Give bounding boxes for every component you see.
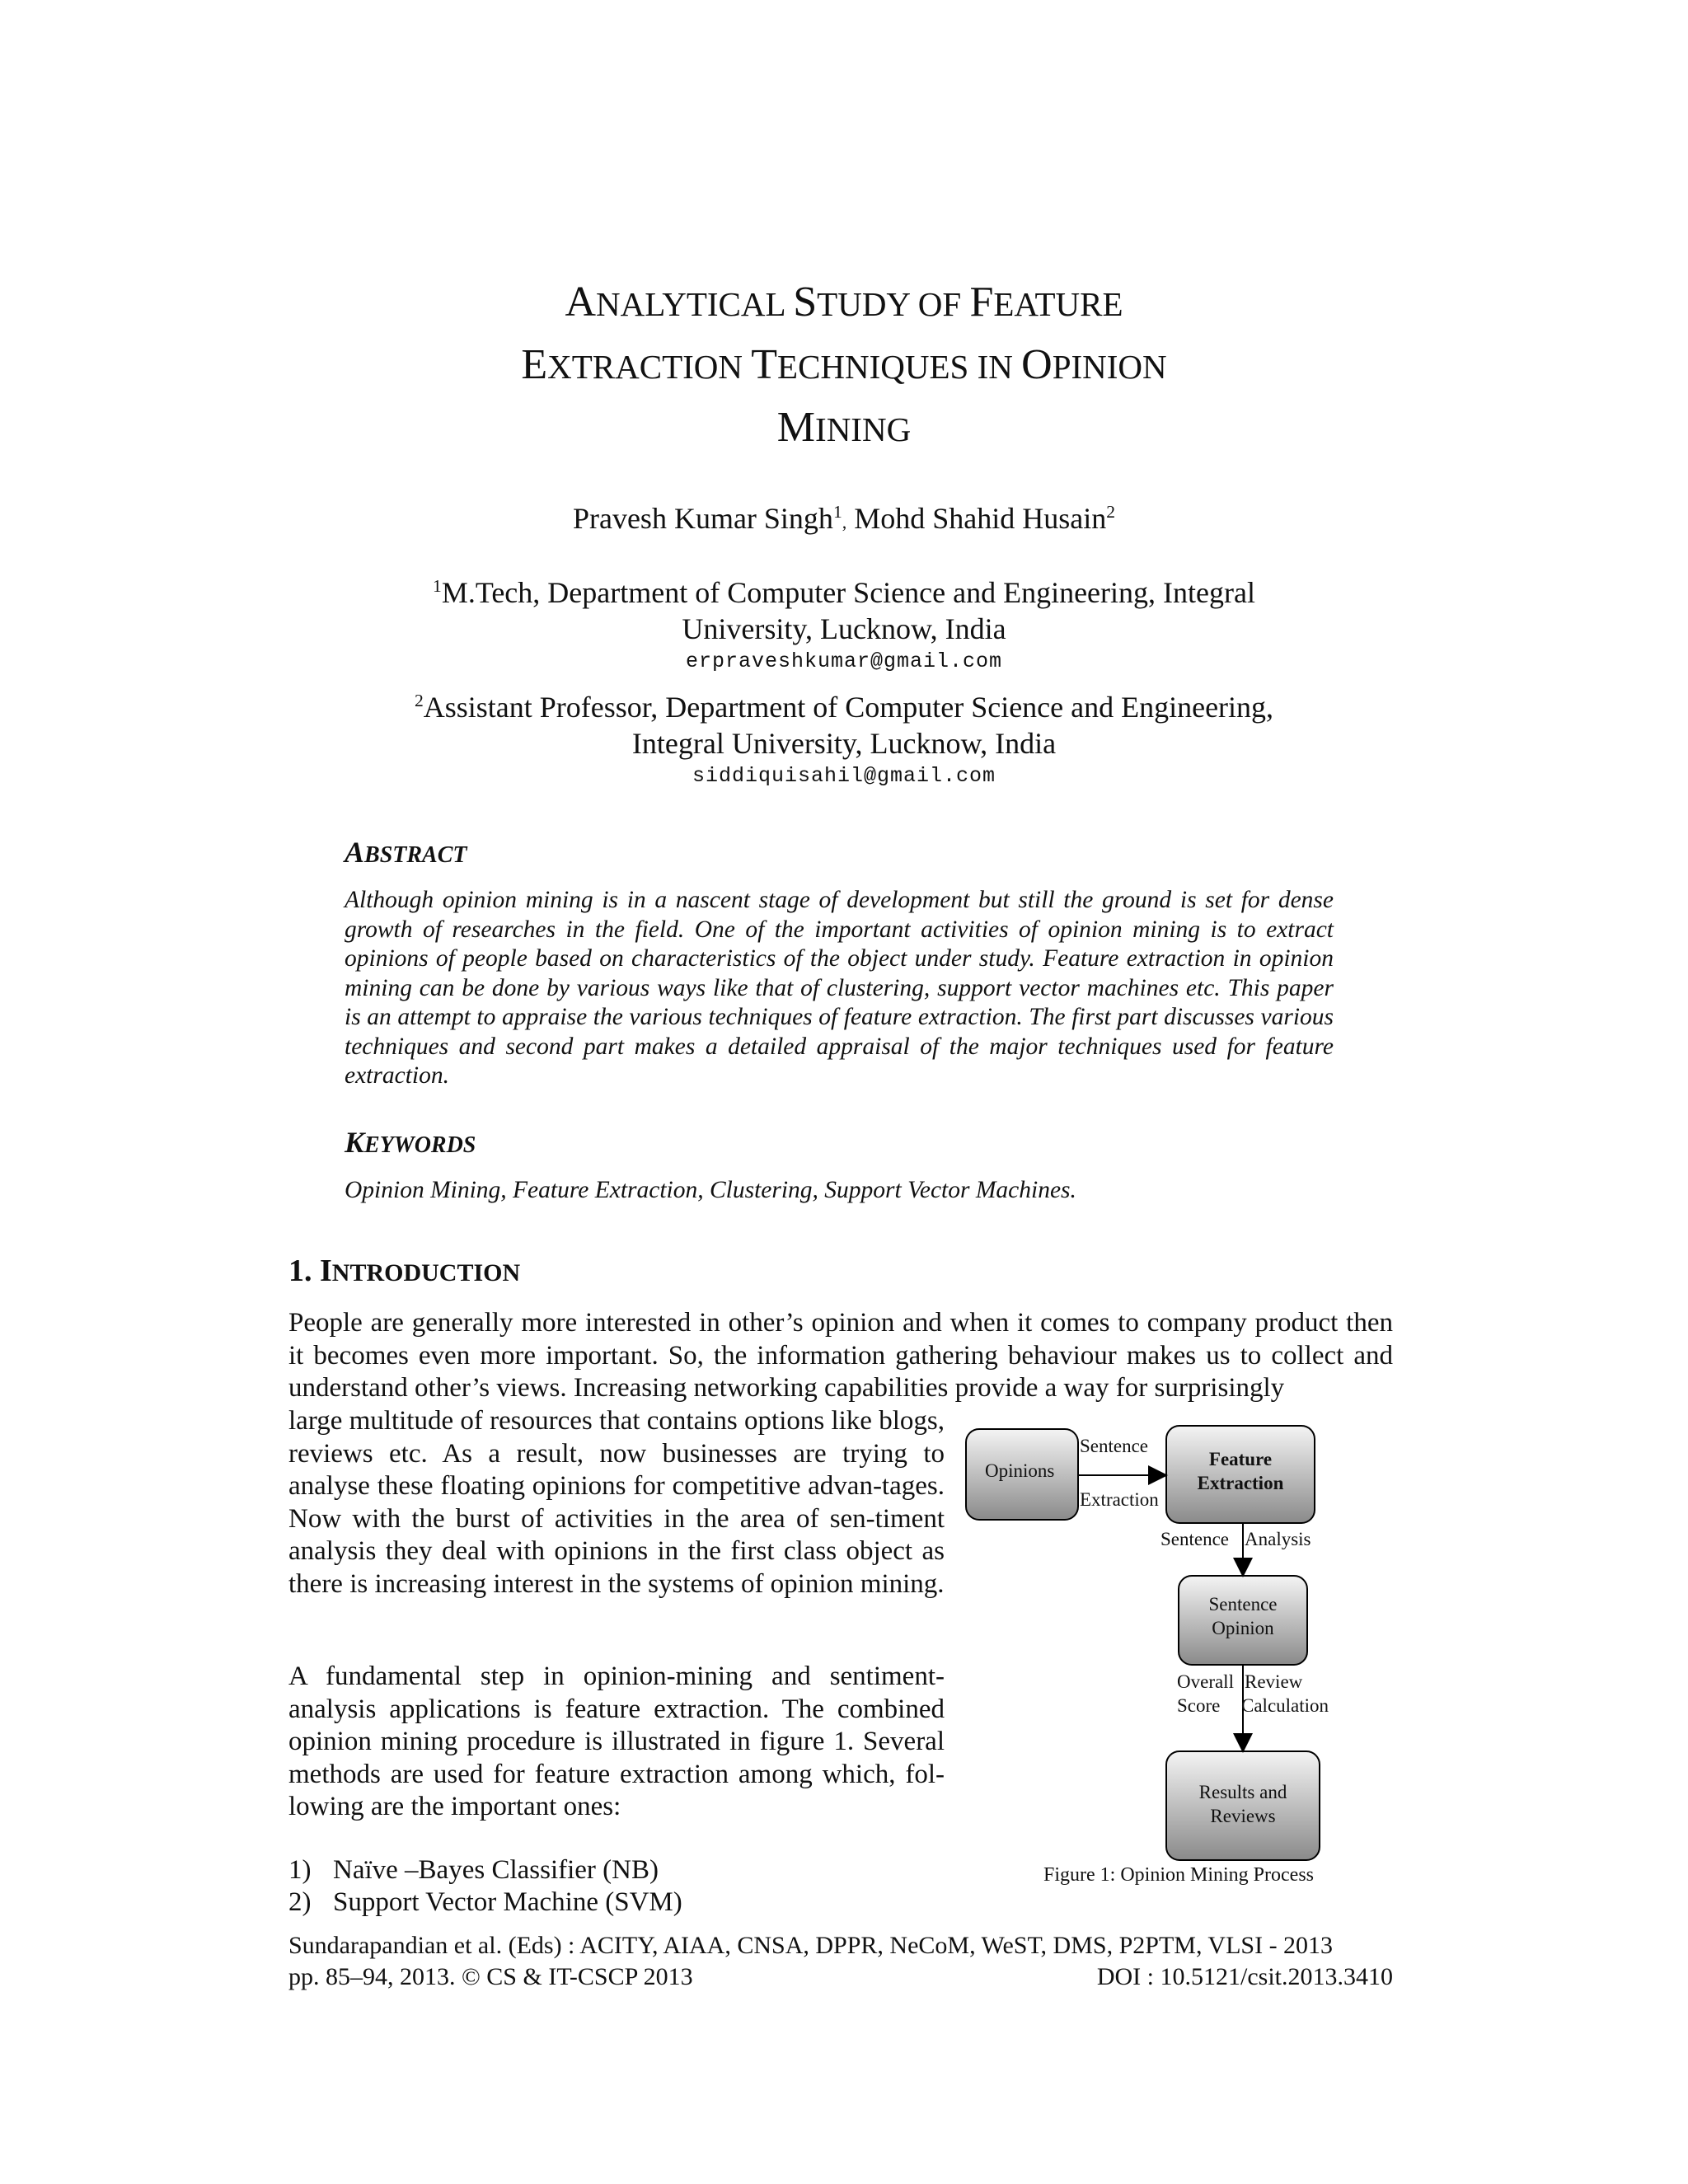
author-2: Mohd Shahid Husain [846,502,1107,535]
box-opinions-label: Opinions [985,1460,1055,1481]
title-line-2: EXTRACTION TECHNIQUES IN OPINION [521,341,1167,388]
abstract-text: Although opinion mining is in a nascent stage of development but still the ground is set for dense growth of researches in the field. One of the important activities of opinion mining is to extract opinions of people based on characteristics of the object under study. Feature extraction in opinion mining can be done by various ways like that of clustering, support vector machines etc. This paper is an attempt to appraise the various techniques of feature extraction. The first part discusses various techniques and second part makes a detailed appraisal of the major techniques used for feature extraction. [345,887,1334,1089]
figure-caption: Figure 1: Opinion Mining Process [1043,1864,1314,1886]
box-sentence-opinion-label: Sentence Opinion [1208,1594,1278,1638]
paper-title [247,272,1441,460]
keywords-text: Opinion Mining, Feature Extraction, Clustering, Support Vector Machines. [345,1177,1076,1203]
footer-doi: DOI : 10.5121/csit.2013.3410 [1096,1963,1393,1990]
affiliation-2: $^2$Assistant Professor, Department of Computer Science and Engineering, Integral University, Lucknow, India [414,691,1274,760]
intro-paragraph-1-wrap: large multitude of resources that contains options like blogs, reviews etc. As a result, now businesses are trying to analyse these floating opinions for competitive advan-tages. Now with the burst of activities in the area of sen-timent analysis they deal with opinions in the first class object as there is increasing interest in the systems of opinion mining. [288,1406,945,1599]
affiliation-1: $^1$M.Tech, Department of Computer Science and Engineering, Integral University, Lucknow, India [433,576,1255,645]
figure-opinion-mining-process [956,1418,1352,1896]
edge3-label-left: Overall Score [1177,1671,1234,1716]
edge1-label-top: Sentence [1080,1436,1149,1456]
method-list [288,1854,682,1919]
footer-line-2 [288,1962,1393,1992]
list-item: 2) Support Vector Machine (SVM) [288,1887,682,1917]
keywords-heading: KEYWORDS [345,1126,476,1159]
abstract-heading: ABSTRACT [345,836,467,869]
edge1-label-bottom: Extraction [1080,1489,1159,1510]
list-item: 1) Naïve –Bayes Classifier (NB) [288,1855,659,1885]
title-line-3: MINING [776,404,912,451]
footer-pages: pp. 85–94, 2013. © CS & IT-CSCP 2013 [288,1963,693,1990]
intro-paragraph-2: A fundamental step in opinion-mining and sentiment-analysis applications is feature extraction. The combined opinion mining procedure is illustrated in figure 1. Several methods are used for feature extraction among which, fol-lowing are the important ones: [288,1661,945,1822]
edge3-label-right: Review Calculation [1241,1671,1329,1716]
box-results-label: Results and Reviews [1198,1782,1287,1826]
introduction-heading: 1. INTRODUCTION [288,1254,521,1288]
edge2-label-left: Sentence [1160,1529,1230,1549]
box-feature-label: Feature Extraction [1197,1449,1284,1493]
email-2: siddiquisahil@gmail.com [692,764,996,788]
title-line-1: ANALYTICAL STUDY OF FEATURE [565,279,1123,326]
footer-line-1: Sundarapandian et al. (Eds) : ACITY, AIAA, CNSA, DPPR, NeCoM, WeST, DMS, P2PTM, VLSI - 2013 [288,1932,1334,1959]
intro-paragraph-1-full: People are generally more interested in other’s opinion and when it comes to company product then it becomes even more important. So, the information gathering behaviour makes us to collect and understand other’s views. Increasing networking capabilities provide a way for surprisingly [288,1308,1393,1404]
email-1: erpraveshkumar@gmail.com [685,649,1003,673]
author-1: Pravesh Kumar Singh [572,502,833,535]
author-list: Pravesh Kumar Singh$^1$, Mohd Shahid Husain$^2$ [572,502,1116,535]
edge2-label-right: Analysis [1245,1529,1311,1549]
